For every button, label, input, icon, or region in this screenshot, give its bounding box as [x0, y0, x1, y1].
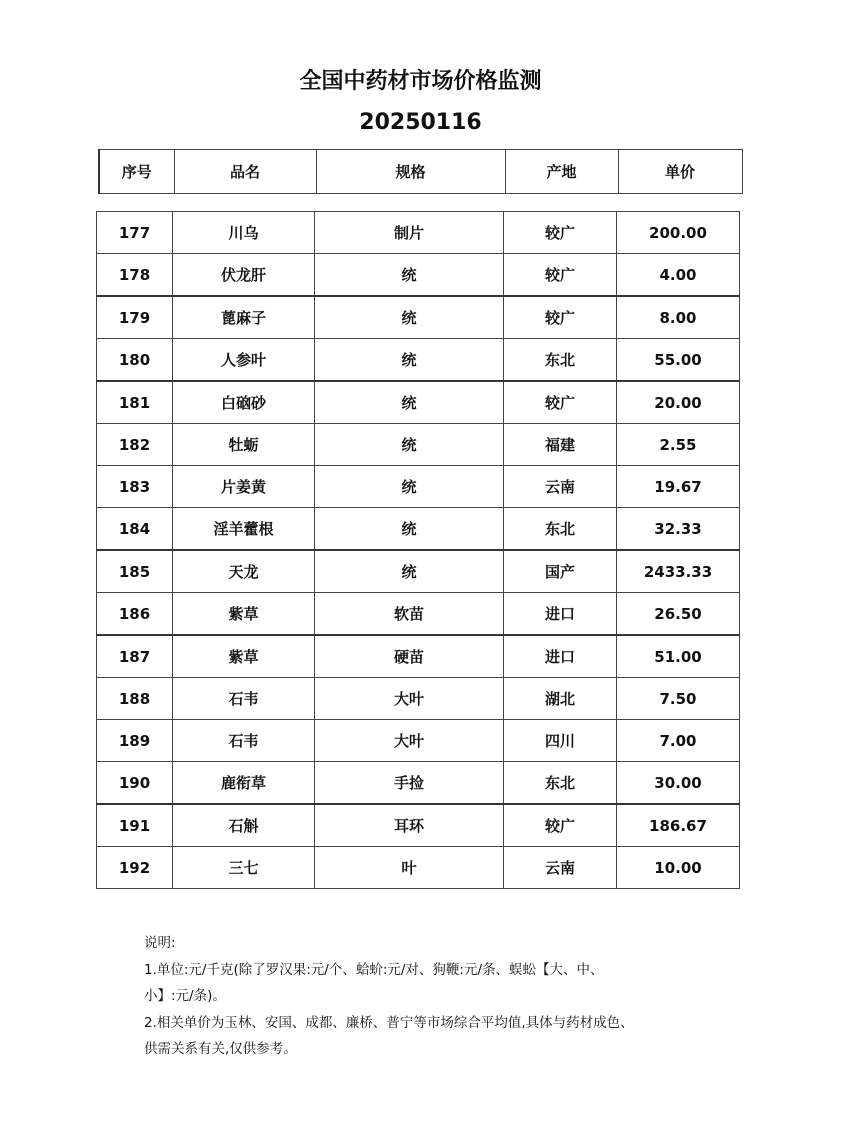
- cell-price: 7.00: [617, 720, 740, 762]
- table-row: [97, 254, 740, 297]
- header-row: [99, 150, 742, 194]
- column-header-spec: 规格: [316, 150, 505, 194]
- cell-name: 淫羊藿根: [173, 508, 315, 551]
- cell-spec: 统: [315, 508, 504, 551]
- cell-name: 人参叶: [173, 339, 315, 382]
- table-row: [97, 296, 740, 339]
- cell-origin: 较广: [504, 804, 617, 847]
- cell-spec: 耳环: [315, 804, 504, 847]
- table-row: [97, 847, 740, 889]
- cell-spec: 大叶: [315, 720, 504, 762]
- cell-origin: 进口: [504, 635, 617, 678]
- cell-spec: 统: [315, 381, 504, 424]
- notes-line: 供需关系有关,仅供参考。: [144, 1041, 297, 1057]
- table-row: [97, 762, 740, 805]
- column-header-price: 单价: [618, 150, 742, 194]
- column-header-table: [98, 149, 743, 194]
- cell-origin: 较广: [504, 381, 617, 424]
- cell-no: 185: [97, 550, 173, 593]
- cell-origin: 东北: [504, 762, 617, 805]
- notes-line: 1.单位:元/千克(除了罗汉果:元/个、蛤蚧:元/对、狗鞭:元/条、蜈蚣【大、中、: [144, 961, 604, 978]
- cell-no: 188: [97, 678, 173, 720]
- cell-price: 4.00: [617, 254, 740, 297]
- cell-price: 200.00: [617, 212, 740, 254]
- cell-name: 石韦: [173, 720, 315, 762]
- cell-name: 牡蛎: [173, 424, 315, 466]
- cell-spec: 制片: [315, 212, 504, 254]
- cell-no: 180: [97, 339, 173, 382]
- cell-spec: 统: [315, 254, 504, 297]
- cell-spec: 叶: [315, 847, 504, 889]
- column-header-origin: 产地: [505, 150, 618, 194]
- cell-name: 伏龙肝: [173, 254, 315, 297]
- cell-name: 鹿衔草: [173, 762, 315, 805]
- cell-price: 32.33: [617, 508, 740, 551]
- cell-no: 178: [97, 254, 173, 297]
- cell-spec: 硬苗: [315, 635, 504, 678]
- cell-name: 川乌: [173, 212, 315, 254]
- cell-origin: 国产: [504, 550, 617, 593]
- cell-no: 187: [97, 635, 173, 678]
- table-row: [97, 212, 740, 254]
- cell-origin: 四川: [504, 720, 617, 762]
- column-header-name: 品名: [174, 150, 316, 194]
- cell-spec: 大叶: [315, 678, 504, 720]
- cell-name: 石韦: [173, 678, 315, 720]
- cell-name: 天龙: [173, 550, 315, 593]
- cell-no: 181: [97, 381, 173, 424]
- cell-price: 30.00: [617, 762, 740, 805]
- cell-origin: 湖北: [504, 678, 617, 720]
- cell-price: 55.00: [617, 339, 740, 382]
- cell-price: 26.50: [617, 593, 740, 636]
- table-row: [97, 720, 740, 762]
- cell-no: 190: [97, 762, 173, 805]
- cell-no: 191: [97, 804, 173, 847]
- page-title: 全国中药材市场价格监测: [299, 69, 542, 94]
- cell-origin: 进口: [504, 593, 617, 636]
- notes-section: [144, 930, 704, 1063]
- cell-name: 片姜黄: [173, 466, 315, 508]
- cell-price: 19.67: [617, 466, 740, 508]
- cell-price: 10.00: [617, 847, 740, 889]
- cell-no: 179: [97, 296, 173, 339]
- cell-origin: 云南: [504, 466, 617, 508]
- column-header-no: 序号: [99, 150, 174, 194]
- cell-spec: 统: [315, 466, 504, 508]
- cell-spec: 统: [315, 424, 504, 466]
- cell-name: 紫草: [173, 635, 315, 678]
- notes-heading: 说明:: [144, 935, 176, 951]
- table-row: [97, 678, 740, 720]
- cell-spec: 统: [315, 296, 504, 339]
- table-row: [97, 381, 740, 424]
- table-row: [97, 593, 740, 636]
- table-row: [97, 635, 740, 678]
- cell-no: 177: [97, 212, 173, 254]
- table-row: [97, 804, 740, 847]
- cell-name: 石斛: [173, 804, 315, 847]
- cell-spec: 统: [315, 550, 504, 593]
- cell-origin: 福建: [504, 424, 617, 466]
- cell-name: 三七: [173, 847, 315, 889]
- cell-name: 蓖麻子: [173, 296, 315, 339]
- cell-price: 186.67: [617, 804, 740, 847]
- cell-no: 189: [97, 720, 173, 762]
- cell-price: 2.55: [617, 424, 740, 466]
- table-row: [97, 339, 740, 382]
- cell-origin: 较广: [504, 296, 617, 339]
- cell-no: 182: [97, 424, 173, 466]
- notes-line: 2.相关单价为玉林、安国、成都、廉桥、普宁等市场综合平均值,具体与药材成色、: [144, 1014, 634, 1031]
- cell-origin: 较广: [504, 254, 617, 297]
- cell-spec: 软苗: [315, 593, 504, 636]
- table-row: [97, 508, 740, 551]
- cell-no: 184: [97, 508, 173, 551]
- cell-spec: 手捡: [315, 762, 504, 805]
- cell-origin: 东北: [504, 508, 617, 551]
- report-date: 20250116: [359, 110, 482, 135]
- notes-line: 小】:元/条)。: [144, 988, 226, 1004]
- cell-price: 20.00: [617, 381, 740, 424]
- cell-spec: 统: [315, 339, 504, 382]
- cell-price: 7.50: [617, 678, 740, 720]
- table-row: [97, 550, 740, 593]
- cell-no: 183: [97, 466, 173, 508]
- cell-no: 186: [97, 593, 173, 636]
- cell-price: 8.00: [617, 296, 740, 339]
- cell-origin: 云南: [504, 847, 617, 889]
- table-row: [97, 424, 740, 466]
- price-table: [96, 211, 740, 889]
- cell-name: 紫草: [173, 593, 315, 636]
- cell-price: 2433.33: [617, 550, 740, 593]
- table-row: [97, 466, 740, 508]
- cell-origin: 较广: [504, 212, 617, 254]
- cell-name: 白硇砂: [173, 381, 315, 424]
- cell-no: 192: [97, 847, 173, 889]
- cell-origin: 东北: [504, 339, 617, 382]
- cell-price: 51.00: [617, 635, 740, 678]
